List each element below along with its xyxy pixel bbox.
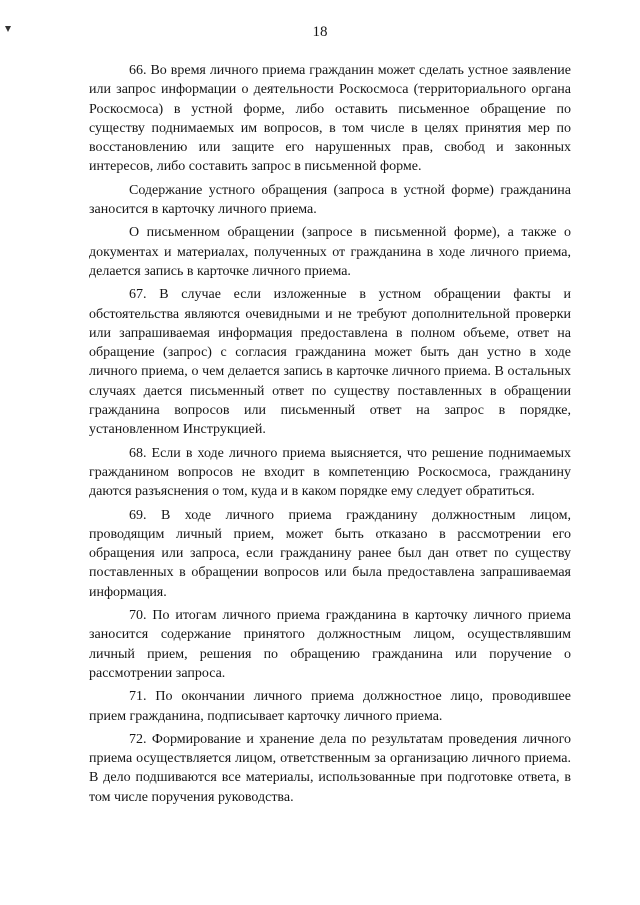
paragraph-66: 66. Во время личного приема гражданин может сделать устное заявление или запрос информации о деятельности Роскосмоса (территориального органа Роскосмоса) в устной форме, либо оставить письменное обращение по существу поднимаемых им вопросов, в том числе в целях принятия мер по восстановлению или защите его нарушенных прав, свобод и законных интересов, либо составить запрос в письменной форме. <box>89 63 571 175</box>
paragraph-67: 67. В случае если изложенные в устном обращении факты и обстоятельства являются очевидными и не требуют дополнительной проверки или запрашиваемая информация предоставлена в полном объеме, ответ на обращение (запрос) с согласия гражданина может быть дан устно в ходе личного приема, о чем делается запись в карточке личного приема. В остальных случаях дается письменный ответ по существу поставленных в обращении гражданина вопросов или письменный ответ на запрос в порядке, установленном Инструкцией. <box>89 287 571 438</box>
page-number: 18 <box>312 24 328 40</box>
document-body <box>89 61 571 811</box>
paragraph-66-oral-content: Содержание устного обращения (запроса в устной форме) гражданина заносится в карточку личного приема. <box>89 182 571 218</box>
paragraph-68: 68. Если в ходе личного приема выясняется, что решение поднимаемых гражданином вопросов не входит в компетенцию Роскосмоса, гражданину даются разъяснения о том, куда и в каком порядке ему следует обратиться. <box>89 445 571 500</box>
paragraph-66-written-record: О письменном обращении (запросе в письменной форме), а также о документах и материалах, полученных от гражданина в ходе личного приема, делается запись в карточке личного приема. <box>89 225 571 279</box>
paragraph-71: 71. По окончании личного приема должностное лицо, проводившее прием гражданина, подписывает карточку личного приема. <box>89 689 571 724</box>
paragraph-70: 70. По итогам личного приема гражданина в карточку личного приема заносится содержание принятого должностным лицом, осуществлявшим личный прием, решения по обращению гражданина или поручение о рассмотрении запроса. <box>89 608 571 681</box>
paragraph-69: 69. В ходе личного приема гражданину должностным лицом, проводящим личный прием, может быть отказано в рассмотрении его обращения или запроса, если гражданину ранее был дан ответ по существу поставленных в обращении вопросов или была предоставлена запрашиваемая информация. <box>89 507 571 600</box>
paragraph-72: 72. Формирование и хранение дела по результатам проведения личного приема осуществляется лицом, ответственным за организацию личного приема. В дело подшиваются все материалы, использованные при подготовке ответа, в том числе поручения руководства. <box>89 731 571 805</box>
